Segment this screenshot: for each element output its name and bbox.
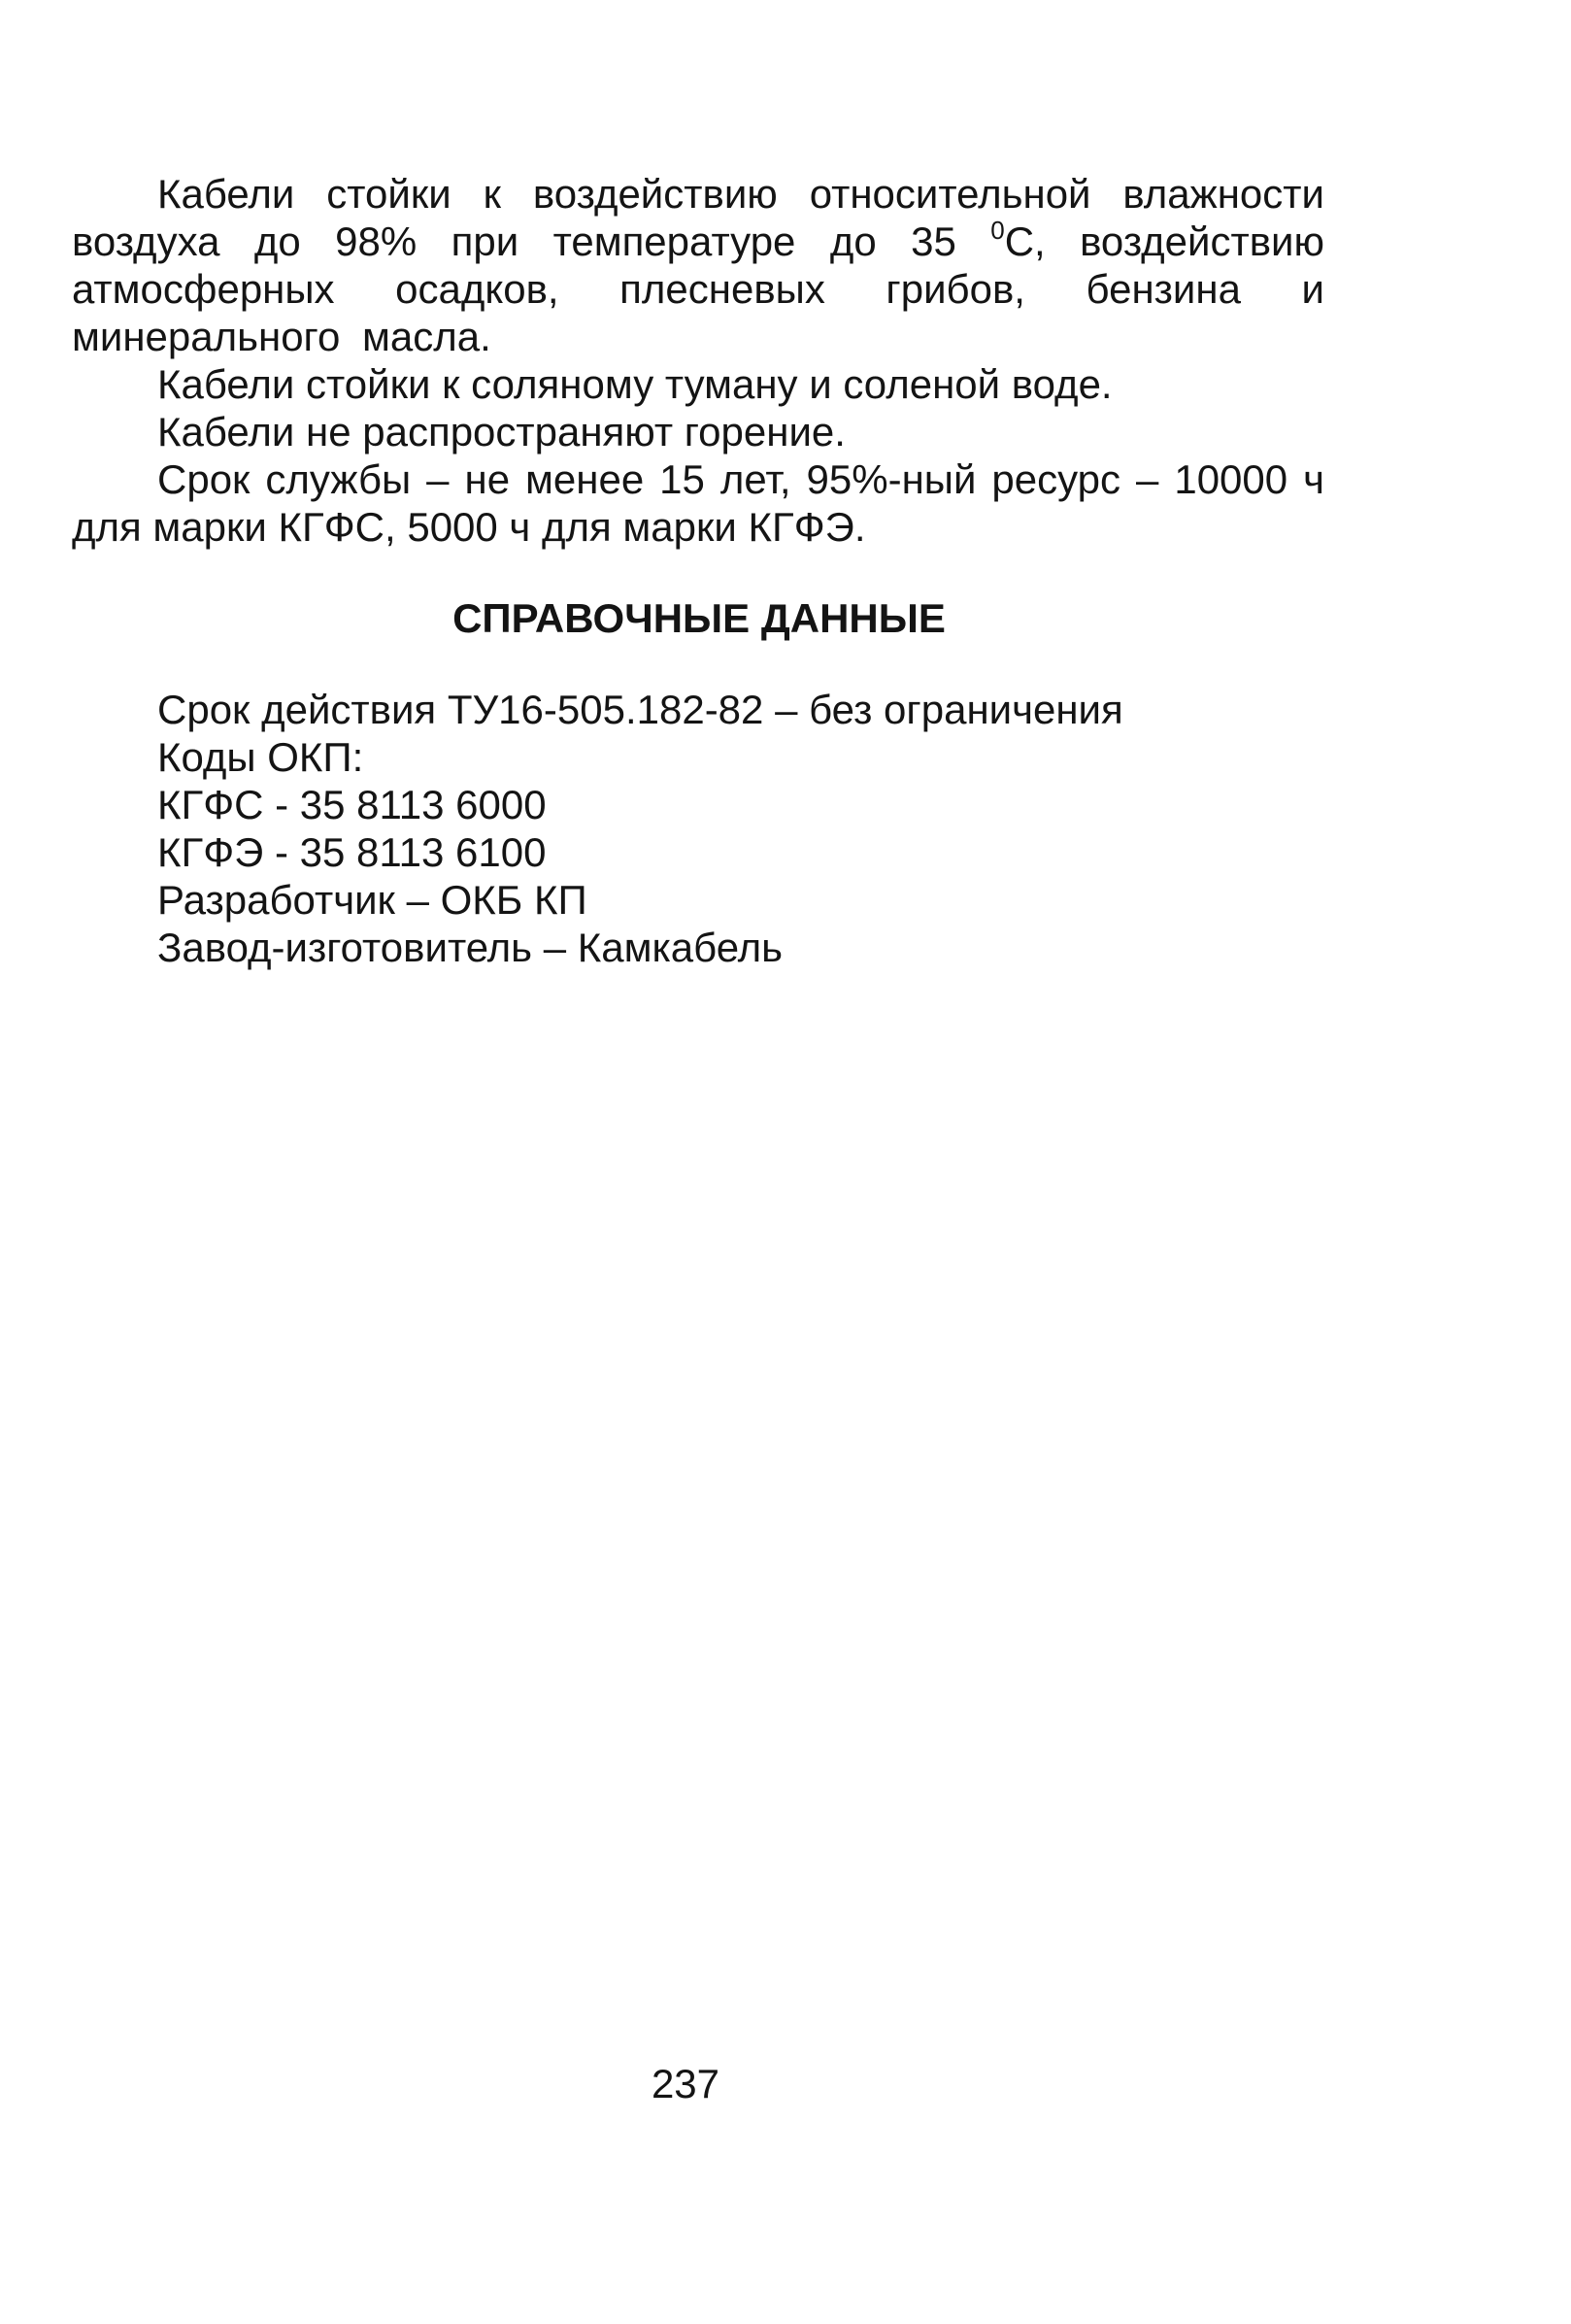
reference-line-okp-code-kgfs: КГФС - 35 8113 6000 — [157, 782, 547, 827]
paragraph-text: Кабели стойки к соляному туману и соленой воде. — [157, 361, 1113, 407]
page-number: 237 — [651, 2061, 720, 2106]
degree-superscript: 0 — [990, 216, 1005, 245]
paragraph-salt-fog-resistance — [72, 360, 1324, 408]
paragraph-flame-propagation — [72, 408, 1324, 455]
paragraph-humidity-resistance — [72, 170, 1324, 360]
paragraph-text: Срок службы – не менее 15 лет, 95%-ный ресурс – 10000 ч для марки КГФС, 5000 ч для марки КГФЭ. — [72, 456, 1324, 550]
section-heading: СПРАВОЧНЫЕ ДАННЫЕ — [452, 595, 946, 641]
paragraph-text-continuation: С, воздействию атмосферных осадков, плесневых грибов, бензина и минерального масла. — [72, 219, 1324, 359]
reference-line-manufacturer: Завод-изготовитель – Камкабель — [157, 925, 784, 970]
reference-line-developer: Разработчик – ОКБ КП — [157, 877, 587, 923]
reference-line-okp-code-kgfe: КГФЭ - 35 8113 6100 — [157, 829, 547, 875]
body-text — [72, 170, 1324, 551]
paragraph-text: Кабели не распространяют горение. — [157, 409, 846, 455]
reference-data-list — [157, 686, 1322, 971]
reference-line-validity: Срок действия ТУ16-505.182-82 – без ограничения — [157, 687, 1123, 732]
paragraph-text: Кабели стойки к воздействию относительной влажности воздуха до 98% при температуре до 35 — [72, 171, 1324, 264]
paragraph-service-life — [72, 455, 1324, 551]
reference-line-okp-codes-label: Коды ОКП: — [157, 734, 364, 780]
